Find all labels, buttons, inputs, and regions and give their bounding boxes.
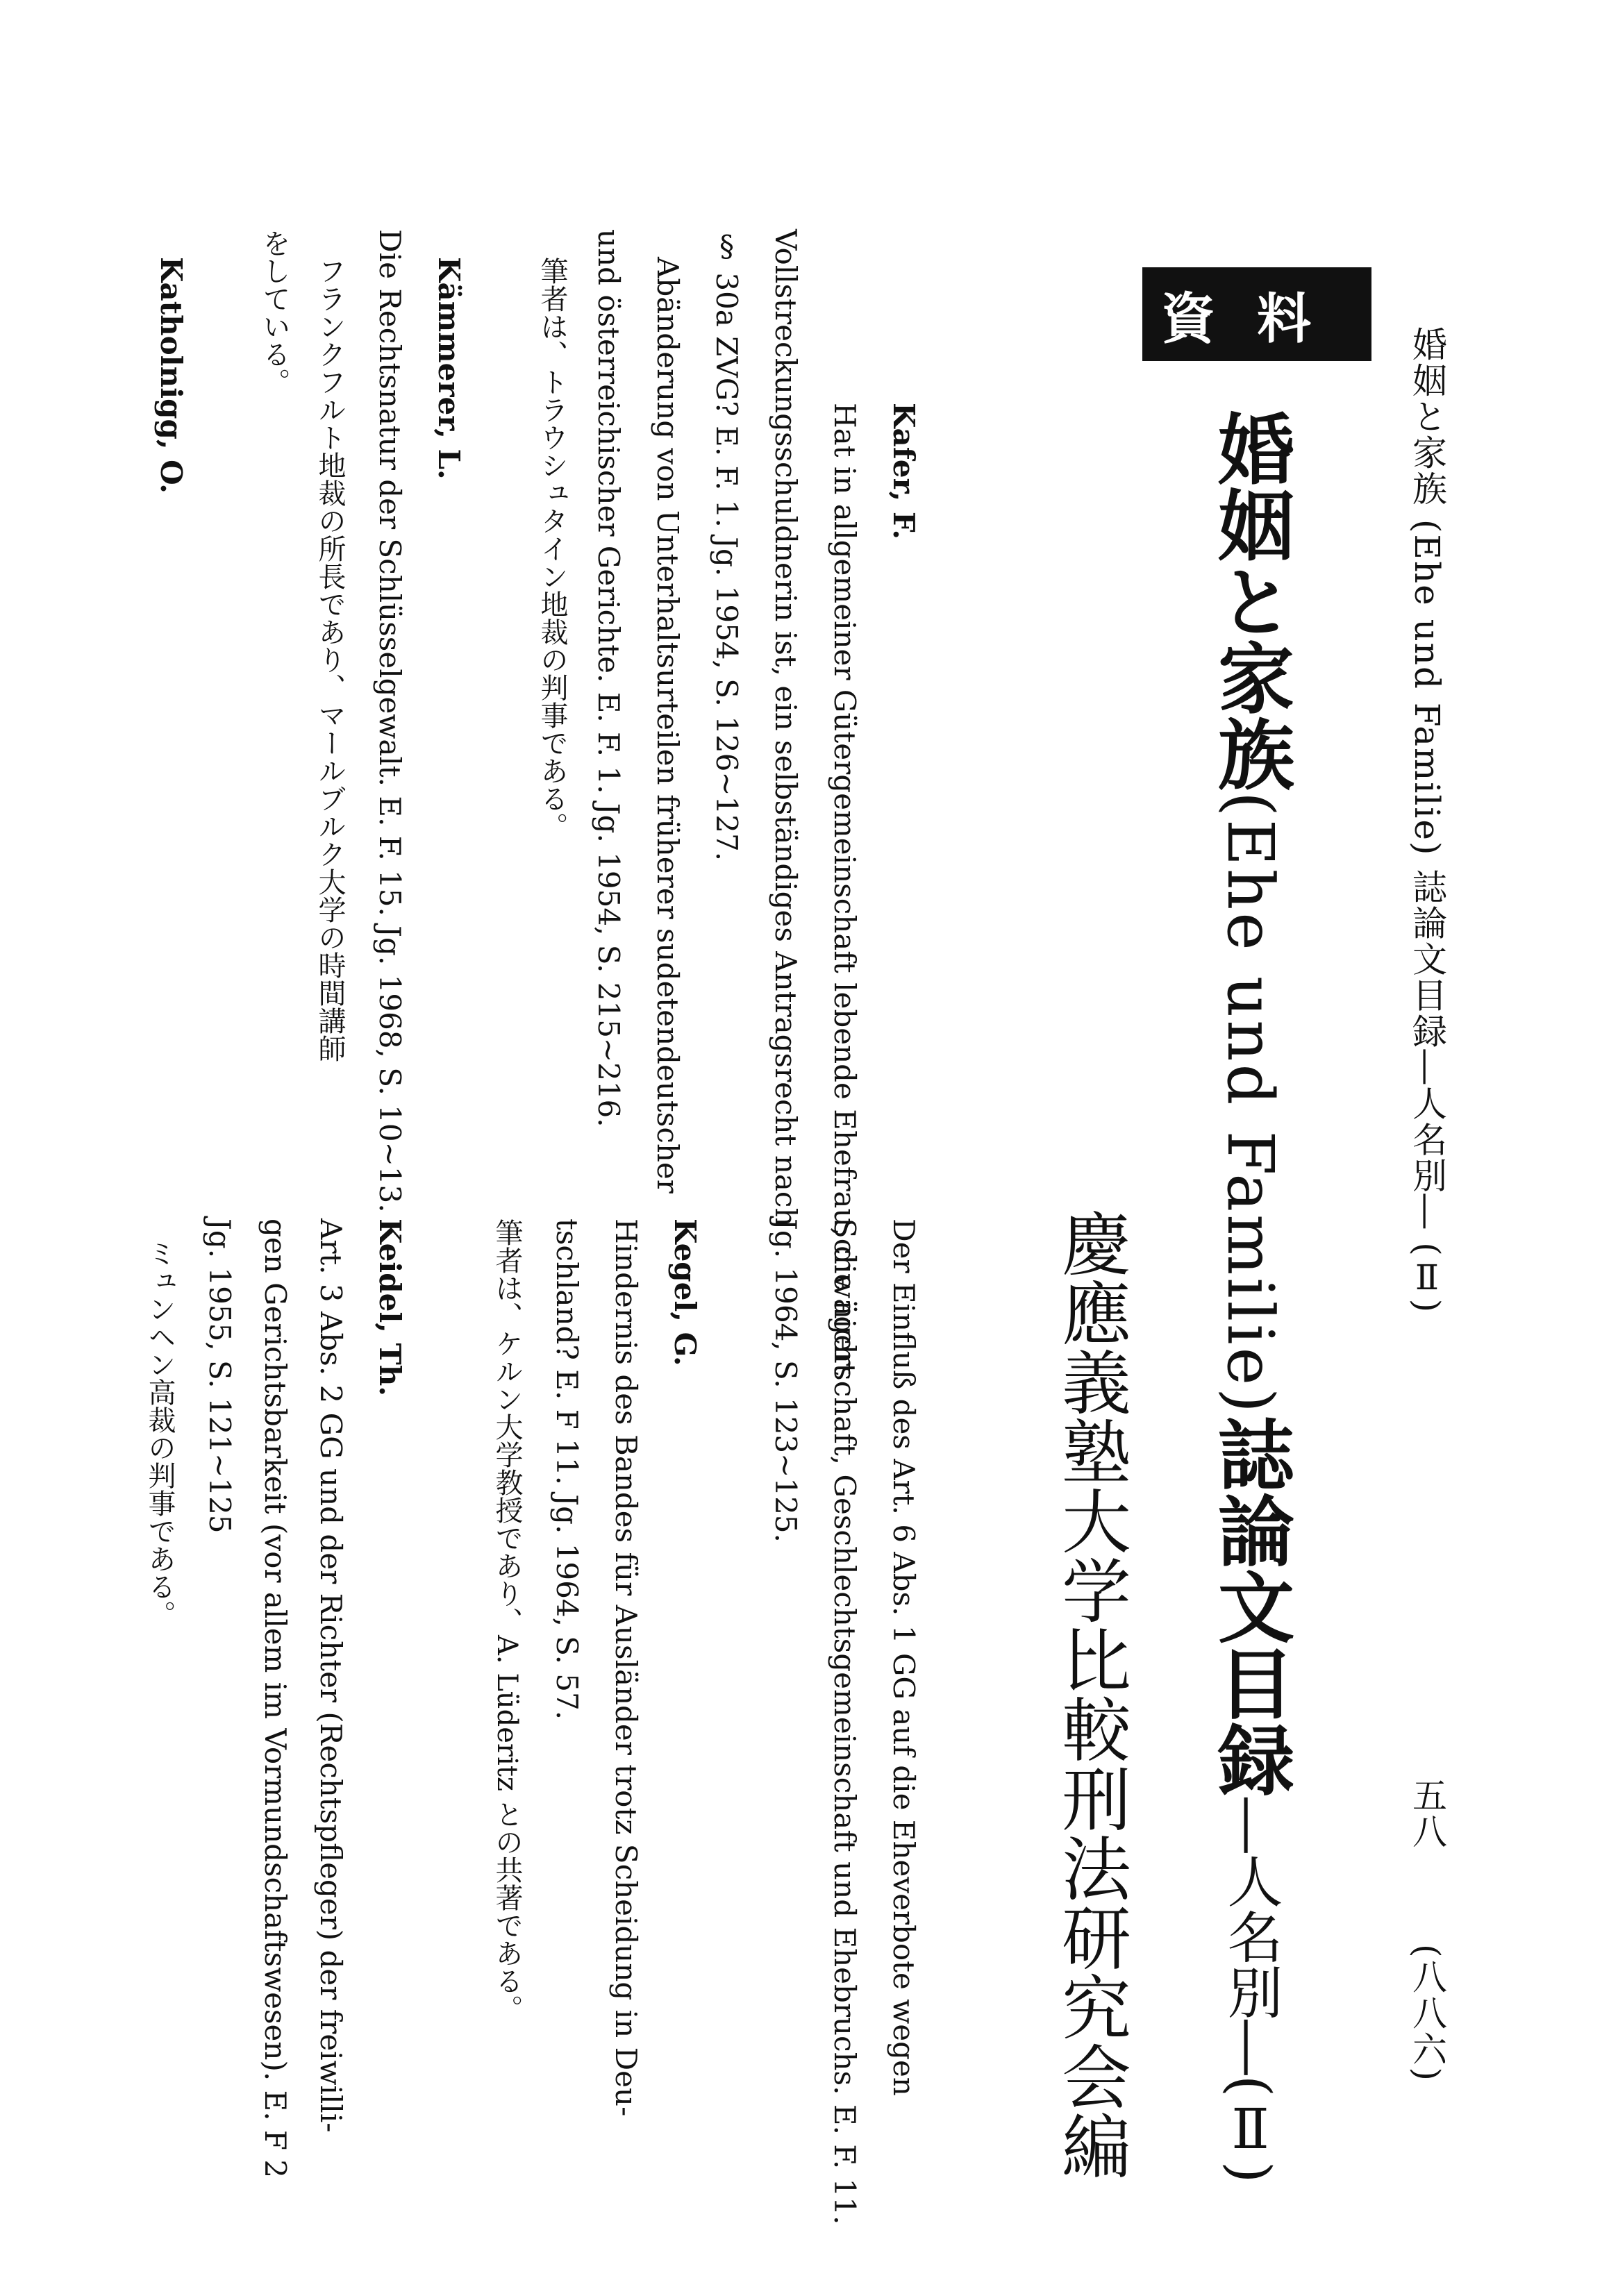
author-name: Katholnigg, O. bbox=[154, 257, 188, 494]
title-main: 婚姻と家族 bbox=[1206, 410, 1295, 791]
entry-line: Art. 3 Abs. 2 GG und der Richter (Rechtspfleger) der freiwilli- bbox=[314, 1218, 348, 2133]
entry-line: Jg. 1964, S. 123~125. bbox=[769, 1218, 803, 1543]
author-name: Kafer, F. bbox=[887, 403, 921, 540]
entry-line: Vollstreckungsschuldnerin ist, ein selbständiges Antragsrecht nach bbox=[769, 229, 803, 1227]
entry-line: Der Einfluß des Art. 6 Abs. 1 GG auf die Eheverbote wegen bbox=[887, 1218, 921, 2096]
entry-line: und österreichischer Gerichte. E. F. 1. Jg. 1954, S. 215~216. bbox=[592, 229, 626, 1128]
running-title: 婚姻と家族 (Ehe und Familie) 誌論文目録―人名別― (Ⅱ) bbox=[1407, 326, 1447, 1314]
entry-line: Abänderung von Unterhaltsurteilen früherer sudetendeutscher bbox=[651, 257, 685, 1193]
entry-line: Hindernis des Bandes für Ausländer trotz Scheidung in Deu- bbox=[609, 1218, 643, 2117]
entry-line: Schwägerschaft, Geschlechtsgemeinschaft und Ehebruchs. E. F. 11. bbox=[828, 1218, 862, 2225]
entry-note: フランクフルト地裁の所長であり、マールブルク大学の時間講師 bbox=[314, 257, 346, 1062]
entry-line: § 30a ZVG? E. F. 1. Jg. 1954, S. 126~127. bbox=[710, 229, 744, 862]
editor: 慶應義塾大学比較刑法研究会編 bbox=[1050, 1208, 1131, 2180]
page-title bbox=[1206, 410, 1295, 2184]
entry-line: gen Gerichtsbarkeit (vor allem im Vormundschaftswesen). E. F 2 bbox=[258, 1218, 292, 2179]
author-name: Kämmerer, L. bbox=[432, 257, 466, 480]
entry-line: Jg. 1955, S. 121~125 bbox=[203, 1218, 237, 1534]
entry-line: Hat in allgemeiner Gütergemeinschaft lebende Ehefrau, die nicht bbox=[828, 403, 862, 1375]
entry-note: 筆者は、ケルン大学教授であり、A. Lüderitz との共著である。 bbox=[491, 1218, 523, 2022]
entry-line: Die Rechtsnatur der Schlüsselgewalt. E. F. 15. Jg. 1968, S. 10~13. bbox=[373, 229, 407, 1213]
title-sub: ―人名別―(Ⅱ) bbox=[1218, 1797, 1283, 2184]
section-badge: 資料 bbox=[1142, 267, 1371, 361]
entry-note: ミュンヘン高裁の判事である。 bbox=[144, 1239, 176, 1628]
author-name: Kegel, G. bbox=[668, 1218, 702, 1366]
title-latin: (Ehe und Familie) bbox=[1213, 791, 1287, 1416]
page-number: 五八 bbox=[1407, 1777, 1447, 1850]
author-name: Keidel, Th. bbox=[373, 1218, 407, 1396]
page-number-paren: (八八六) bbox=[1407, 1944, 1447, 2083]
entry-note: 筆者は、トラウシュタイン地裁の判事である。 bbox=[536, 257, 568, 840]
entry-line: tschland? E. F 11. Jg. 1964, S. 57. bbox=[550, 1218, 584, 1720]
title-jp2: 誌論文目録 bbox=[1206, 1415, 1295, 1798]
entry-note: をしている。 bbox=[258, 229, 290, 396]
